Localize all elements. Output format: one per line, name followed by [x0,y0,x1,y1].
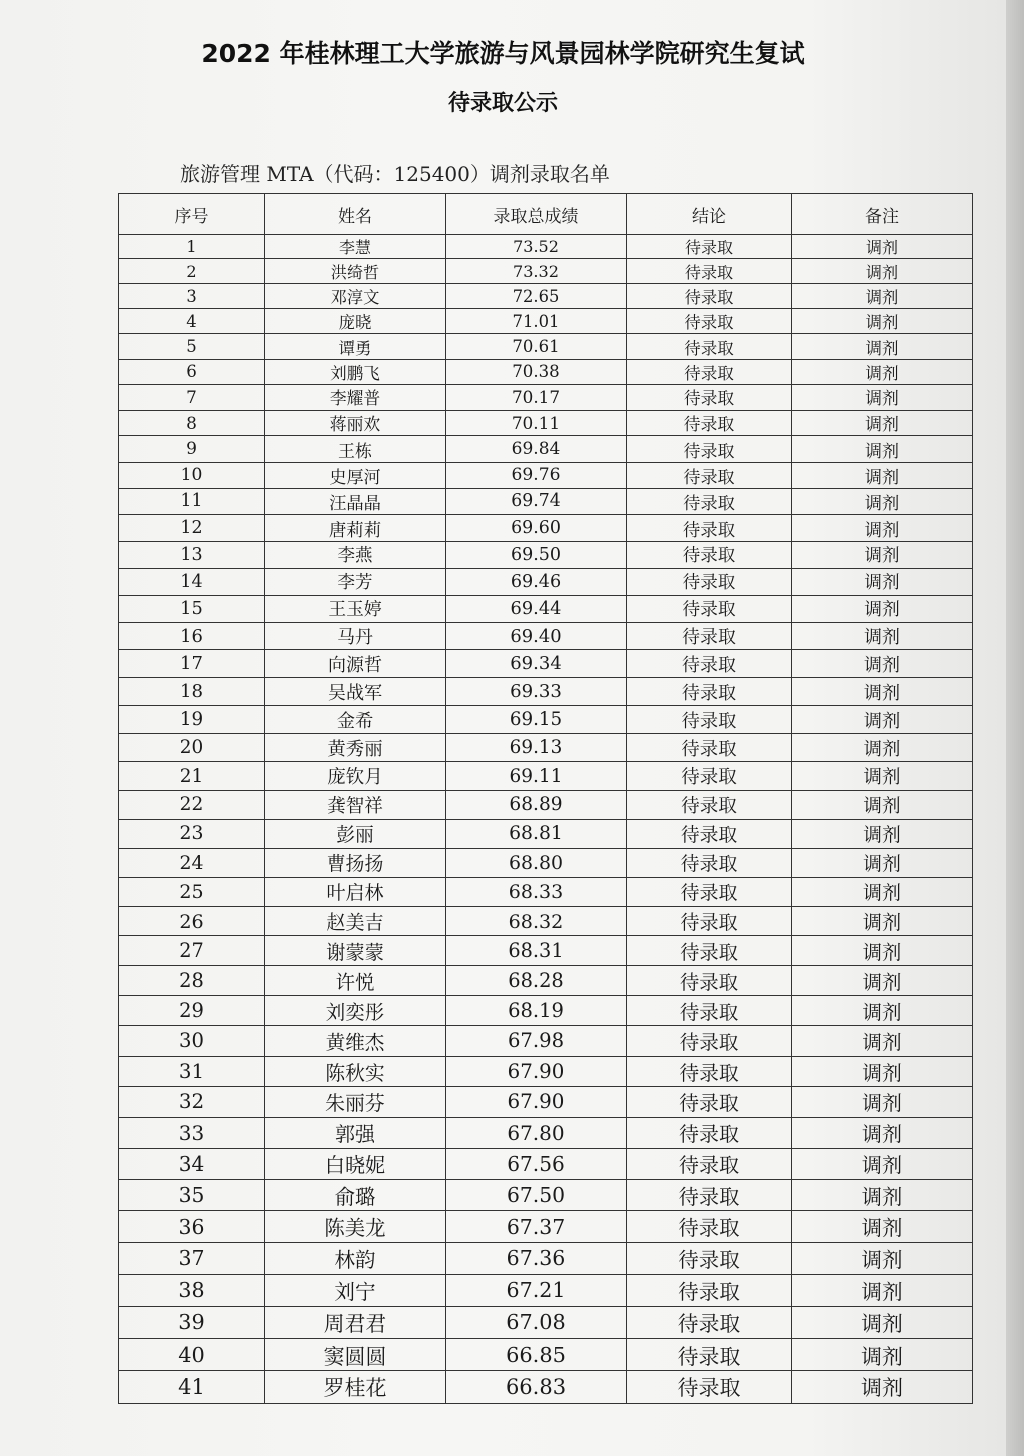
cell-name: 窦圆圆 [265,1338,446,1370]
cell-score: 69.46 [446,568,627,595]
cell-index: 11 [119,488,265,514]
table-header-row [119,194,973,235]
cell-index: 10 [119,462,265,488]
cell-note: 调剂 [792,996,973,1026]
cell-note: 调剂 [792,1026,973,1056]
table-row [119,762,973,791]
cell-result: 待录取 [627,284,792,309]
cell-index: 2 [119,259,265,284]
cell-name: 陈秋实 [265,1056,446,1087]
cell-index: 29 [119,996,265,1026]
cell-note: 调剂 [792,359,973,384]
cell-name: 向源哲 [265,650,446,678]
cell-name: 刘宁 [265,1274,446,1306]
cell-note: 调剂 [792,819,973,848]
cell-note: 调剂 [792,385,973,411]
cell-note: 调剂 [792,877,973,906]
cell-score: 66.83 [446,1371,627,1404]
cell-note: 调剂 [792,623,973,650]
cell-score: 67.56 [446,1148,627,1179]
cell-note: 调剂 [792,436,973,462]
cell-name: 蒋丽欢 [265,410,446,436]
cell-score: 69.34 [446,650,627,678]
table-row [119,706,973,734]
table-row [119,1211,973,1243]
cell-name: 林韵 [265,1242,446,1274]
cell-result: 待录取 [627,1211,792,1243]
cell-name: 王玉婷 [265,595,446,622]
cell-result: 待录取 [627,1087,792,1118]
cell-note: 调剂 [792,1242,973,1274]
cell-note: 调剂 [792,966,973,996]
table-row [119,1306,973,1338]
cell-score: 68.80 [446,848,627,877]
cell-index: 20 [119,734,265,762]
cell-score: 70.61 [446,334,627,359]
cell-name: 洪绮哲 [265,259,446,284]
cell-note: 调剂 [792,541,973,568]
cell-score: 69.60 [446,515,627,542]
cell-result: 待录取 [627,678,792,706]
cell-index: 28 [119,966,265,996]
cell-name: 庞晓 [265,309,446,334]
table-row [119,678,973,706]
cell-index: 21 [119,762,265,791]
cell-name: 彭丽 [265,819,446,848]
cell-index: 17 [119,650,265,678]
cell-score: 68.89 [446,790,627,819]
table-row [119,309,973,334]
table-row [119,936,973,966]
cell-name: 李慧 [265,235,446,259]
cell-name: 李芳 [265,568,446,595]
admission-table [118,193,973,1404]
cell-index: 16 [119,623,265,650]
table-row [119,284,973,309]
cell-note: 调剂 [792,488,973,514]
cell-result: 待录取 [627,734,792,762]
cell-index: 31 [119,1056,265,1087]
cell-name: 周君君 [265,1306,446,1338]
cell-name: 谭勇 [265,334,446,359]
cell-score: 67.21 [446,1274,627,1306]
cell-note: 调剂 [792,936,973,966]
header-note: 备注 [792,194,973,235]
cell-result: 待录取 [627,1117,792,1148]
cell-result: 待录取 [627,1056,792,1087]
cell-score: 68.19 [446,996,627,1026]
cell-result: 待录取 [627,334,792,359]
cell-name: 史厚河 [265,462,446,488]
cell-index: 23 [119,819,265,848]
cell-result: 待录取 [627,1026,792,1056]
table-row [119,436,973,462]
cell-note: 调剂 [792,1211,973,1243]
cell-index: 22 [119,790,265,819]
cell-name: 唐莉莉 [265,515,446,542]
cell-name: 黄维杰 [265,1026,446,1056]
table-row [119,1371,973,1404]
cell-name: 许悦 [265,966,446,996]
cell-note: 调剂 [792,284,973,309]
cell-index: 14 [119,568,265,595]
cell-result: 待录取 [627,819,792,848]
cell-index: 12 [119,515,265,542]
cell-name: 刘鹏飞 [265,359,446,384]
cell-score: 68.31 [446,936,627,966]
cell-score: 67.90 [446,1056,627,1087]
cell-result: 待录取 [627,309,792,334]
list-subtitle: 旅游管理 MTA（代码：125400）调剂录取名单 [180,162,610,186]
table-row [119,1056,973,1087]
header-name: 姓名 [265,194,446,235]
cell-result: 待录取 [627,623,792,650]
cell-index: 32 [119,1087,265,1118]
cell-index: 7 [119,385,265,411]
table-row [119,1117,973,1148]
cell-name: 李耀普 [265,385,446,411]
cell-score: 69.44 [446,595,627,622]
cell-score: 69.84 [446,436,627,462]
cell-result: 待录取 [627,235,792,259]
table-row [119,462,973,488]
table-row [119,1274,973,1306]
cell-result: 待录取 [627,1179,792,1210]
cell-name: 吴战军 [265,678,446,706]
table-row [119,259,973,284]
cell-note: 调剂 [792,1274,973,1306]
cell-score: 68.32 [446,906,627,936]
cell-name: 李燕 [265,541,446,568]
cell-score: 72.65 [446,284,627,309]
cell-index: 15 [119,595,265,622]
cell-score: 67.90 [446,1087,627,1118]
cell-index: 30 [119,1026,265,1056]
table-row [119,334,973,359]
cell-name: 赵美吉 [265,906,446,936]
cell-note: 调剂 [792,790,973,819]
cell-score: 68.81 [446,819,627,848]
cell-score: 67.08 [446,1306,627,1338]
table-row [119,410,973,436]
table-row [119,385,973,411]
cell-result: 待录取 [627,410,792,436]
cell-name: 叶启林 [265,877,446,906]
cell-note: 调剂 [792,1117,973,1148]
cell-name: 庞钦月 [265,762,446,791]
table-row [119,848,973,877]
table-row [119,734,973,762]
cell-result: 待录取 [627,1338,792,1370]
header-result: 结论 [627,194,792,235]
cell-name: 黄秀丽 [265,734,446,762]
cell-index: 9 [119,436,265,462]
cell-note: 调剂 [792,848,973,877]
cell-note: 调剂 [792,906,973,936]
cell-result: 待录取 [627,706,792,734]
cell-note: 调剂 [792,706,973,734]
cell-result: 待录取 [627,488,792,514]
cell-score: 69.76 [446,462,627,488]
cell-score: 68.28 [446,966,627,996]
table-row [119,1087,973,1118]
cell-name: 王栋 [265,436,446,462]
cell-score: 67.36 [446,1242,627,1274]
cell-score: 69.15 [446,706,627,734]
table-row [119,650,973,678]
cell-index: 19 [119,706,265,734]
table-row [119,966,973,996]
cell-result: 待录取 [627,906,792,936]
cell-result: 待录取 [627,515,792,542]
cell-score: 69.13 [446,734,627,762]
document-heading: 待录取公示 [447,91,558,116]
cell-score: 67.98 [446,1026,627,1056]
cell-score: 66.85 [446,1338,627,1370]
table-row [119,515,973,542]
cell-index: 5 [119,334,265,359]
cell-note: 调剂 [792,1056,973,1087]
cell-score: 67.50 [446,1179,627,1210]
cell-index: 13 [119,541,265,568]
cell-index: 26 [119,906,265,936]
cell-note: 调剂 [792,410,973,436]
cell-score: 67.37 [446,1211,627,1243]
cell-result: 待录取 [627,541,792,568]
cell-index: 18 [119,678,265,706]
cell-score: 69.50 [446,541,627,568]
cell-note: 调剂 [792,650,973,678]
table-row [119,235,973,259]
cell-index: 41 [119,1371,265,1404]
table-row [119,568,973,595]
cell-name: 白晓妮 [265,1148,446,1179]
cell-result: 待录取 [627,595,792,622]
cell-score: 69.40 [446,623,627,650]
cell-score: 70.17 [446,385,627,411]
cell-score: 69.33 [446,678,627,706]
cell-index: 25 [119,877,265,906]
cell-note: 调剂 [792,235,973,259]
cell-note: 调剂 [792,1306,973,1338]
table-row [119,1242,973,1274]
cell-score: 70.11 [446,410,627,436]
cell-result: 待录取 [627,462,792,488]
cell-name: 汪晶晶 [265,488,446,514]
cell-result: 待录取 [627,1306,792,1338]
cell-score: 68.33 [446,877,627,906]
cell-score: 73.32 [446,259,627,284]
cell-index: 39 [119,1306,265,1338]
table-row [119,906,973,936]
table-row [119,1338,973,1370]
cell-index: 34 [119,1148,265,1179]
cell-note: 调剂 [792,462,973,488]
cell-note: 调剂 [792,1338,973,1370]
cell-name: 龚智祥 [265,790,446,819]
cell-index: 4 [119,309,265,334]
cell-note: 调剂 [792,1179,973,1210]
table-row [119,1026,973,1056]
cell-name: 邓淳文 [265,284,446,309]
cell-note: 调剂 [792,595,973,622]
document-title: 2022 年桂林理工大学旅游与风景园林学院研究生复试 [201,39,805,68]
cell-result: 待录取 [627,1148,792,1179]
table-row [119,623,973,650]
cell-name: 曹扬扬 [265,848,446,877]
cell-name: 陈美龙 [265,1211,446,1243]
cell-result: 待录取 [627,996,792,1026]
cell-result: 待录取 [627,1242,792,1274]
cell-name: 俞璐 [265,1179,446,1210]
table-row [119,541,973,568]
cell-result: 待录取 [627,385,792,411]
cell-note: 调剂 [792,1087,973,1118]
table-row [119,488,973,514]
cell-result: 待录取 [627,1274,792,1306]
cell-note: 调剂 [792,1148,973,1179]
cell-result: 待录取 [627,966,792,996]
cell-result: 待录取 [627,877,792,906]
cell-note: 调剂 [792,334,973,359]
cell-result: 待录取 [627,436,792,462]
cell-note: 调剂 [792,515,973,542]
table-row [119,877,973,906]
cell-note: 调剂 [792,309,973,334]
page-edge-shadow [1006,0,1024,1456]
cell-note: 调剂 [792,678,973,706]
cell-index: 1 [119,235,265,259]
table-body [119,235,973,1404]
table-row [119,359,973,384]
cell-result: 待录取 [627,1371,792,1404]
cell-result: 待录取 [627,568,792,595]
cell-index: 35 [119,1179,265,1210]
cell-index: 36 [119,1211,265,1243]
table-row [119,1179,973,1210]
cell-index: 24 [119,848,265,877]
cell-result: 待录取 [627,762,792,791]
cell-index: 8 [119,410,265,436]
cell-result: 待录取 [627,848,792,877]
cell-note: 调剂 [792,734,973,762]
cell-name: 谢蒙蒙 [265,936,446,966]
cell-name: 刘奕彤 [265,996,446,1026]
cell-result: 待录取 [627,790,792,819]
header-score: 录取总成绩 [446,194,627,235]
table-row [119,790,973,819]
cell-name: 罗桂花 [265,1371,446,1404]
cell-result: 待录取 [627,359,792,384]
table-row [119,819,973,848]
cell-note: 调剂 [792,1371,973,1404]
cell-result: 待录取 [627,936,792,966]
cell-index: 3 [119,284,265,309]
cell-result: 待录取 [627,650,792,678]
cell-index: 27 [119,936,265,966]
cell-note: 调剂 [792,568,973,595]
cell-note: 调剂 [792,259,973,284]
cell-score: 73.52 [446,235,627,259]
cell-name: 朱丽芬 [265,1087,446,1118]
header-index: 序号 [119,194,265,235]
cell-score: 71.01 [446,309,627,334]
cell-index: 40 [119,1338,265,1370]
cell-score: 67.80 [446,1117,627,1148]
cell-score: 70.38 [446,359,627,384]
cell-score: 69.11 [446,762,627,791]
cell-result: 待录取 [627,259,792,284]
cell-index: 37 [119,1242,265,1274]
cell-index: 38 [119,1274,265,1306]
table-row [119,1148,973,1179]
table-row [119,996,973,1026]
cell-name: 马丹 [265,623,446,650]
cell-score: 69.74 [446,488,627,514]
cell-name: 郭强 [265,1117,446,1148]
table-row [119,595,973,622]
cell-name: 金希 [265,706,446,734]
cell-note: 调剂 [792,762,973,791]
cell-index: 6 [119,359,265,384]
cell-index: 33 [119,1117,265,1148]
